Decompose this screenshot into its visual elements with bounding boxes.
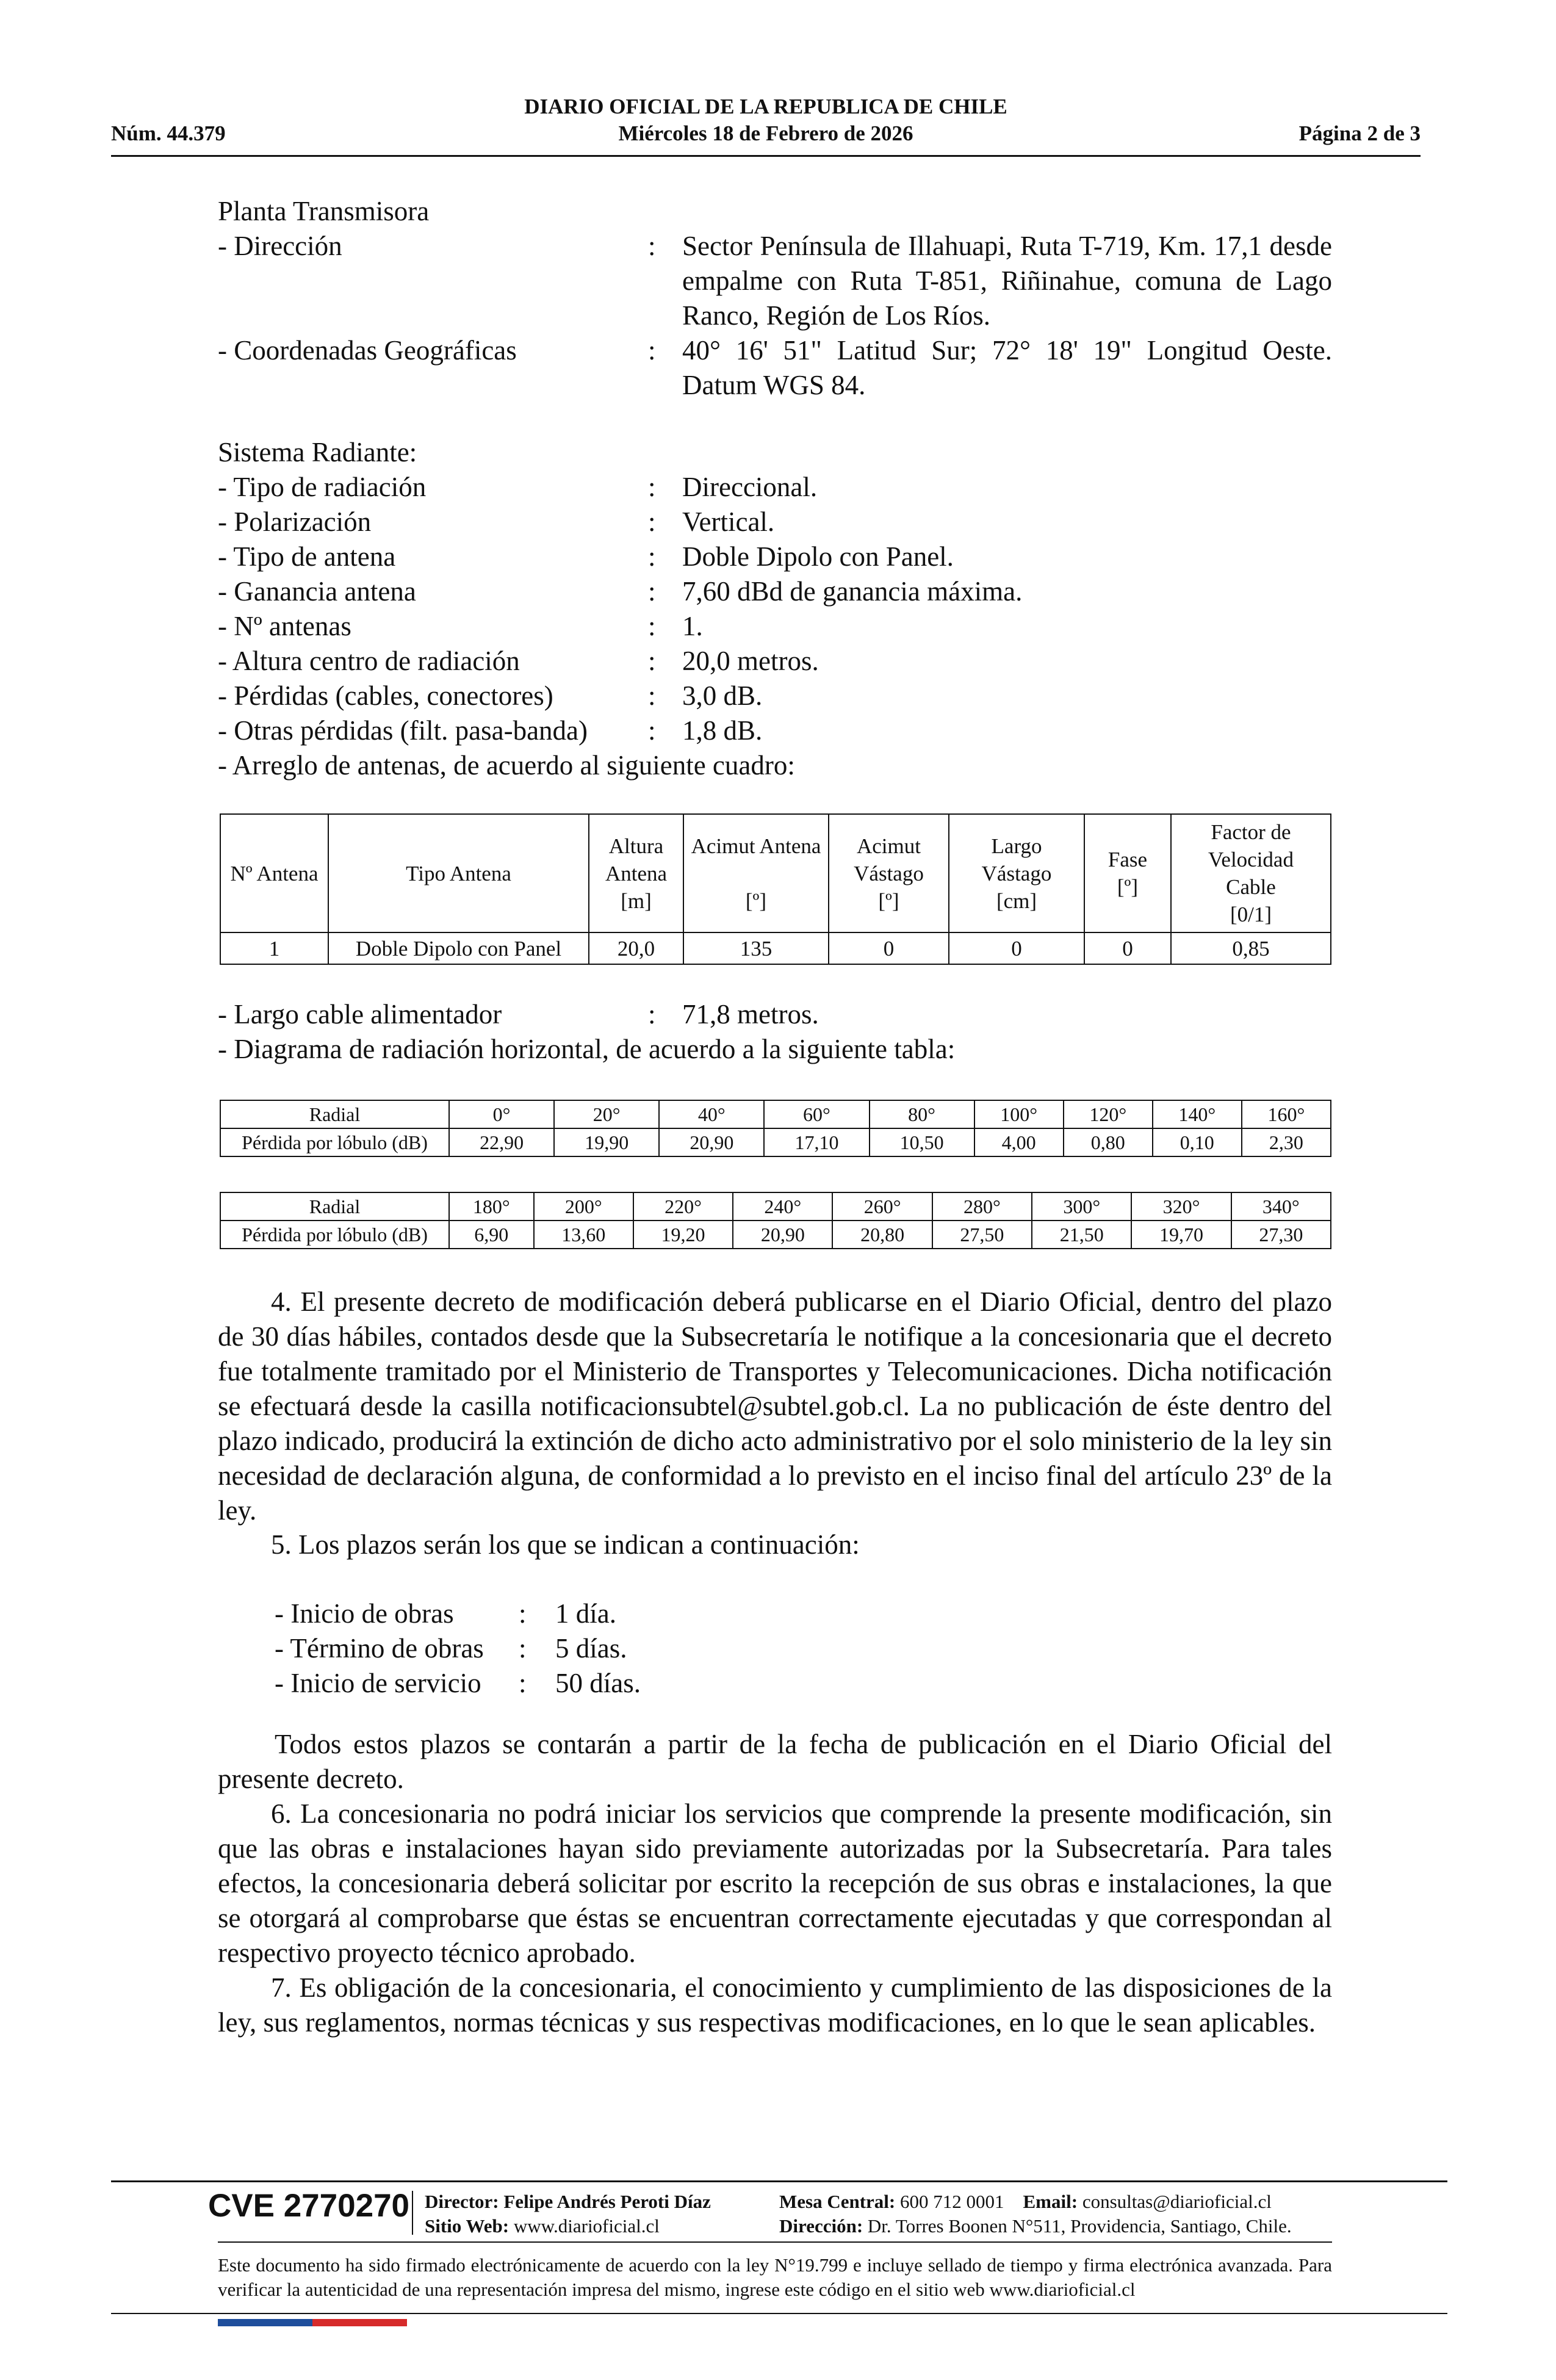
table-cell: Doble Dipolo con Panel	[328, 932, 589, 964]
footer-thin-divider	[218, 2241, 1332, 2243]
table-cell: 20,80	[832, 1221, 932, 1249]
sistema-label: - Polarización	[218, 507, 372, 537]
email-link[interactable]: consultas@diarioficial.cl	[1082, 2191, 1272, 2212]
table-cell: 27,30	[1231, 1221, 1331, 1249]
publication-date: Miércoles 18 de Febrero de 2026	[618, 121, 913, 145]
header-cell: Acimut Antena [º]	[683, 814, 829, 932]
table-cell: 240°	[733, 1192, 832, 1221]
planta-value: 40° 16' 51" Latitud Sur; 72° 18' 19" Longitud Oeste. Datum WGS 84.	[682, 335, 1332, 400]
table-cell: 260°	[832, 1192, 932, 1221]
paragraph-6: 6. La concesionaria no podrá iniciar los servicios que comprende la presente modificación, sin que las obras e instalaciones hayan sido previamente autorizadas por la Subsecretaría. Para tales efectos, la concesionaria deberá solicitar por escrito la recepción de sus obras e instalaciones, la que se otorgará al comprobarse que éstas se encuentran correctamente ejecutadas y que correspondan al respectivo proyecto técnico aprobado.	[218, 1798, 1332, 1968]
website-line: Sitio Web: www.diarioficial.cl	[425, 2215, 660, 2237]
table-cell: 19,70	[1131, 1221, 1231, 1249]
plazo-value: 1 día.	[555, 1598, 616, 1629]
row-label: Radial	[220, 1100, 449, 1128]
header-cell: Nº Antena	[220, 814, 328, 932]
table-cell: 320°	[1131, 1192, 1231, 1221]
flag-stripe	[218, 2319, 407, 2326]
paragraph-4: 4. El presente decreto de modificación deberá publicarse en el Diario Oficial, dentro del plazo de 30 días hábiles, contados desde que la Subsecretaría le notifique a la concesionaria que el decreto fue totalmente tramitado por el Ministerio de Transportes y Telecomunicaciones. Dicha notificación se efectuará desde la casilla notificacionsubtel@subtel.gob.cl. La no publicación de éste dentro del plazo indicado, producirá la extinción de dicho acto administrativo por el solo ministerio de la ley sin necesidad de declaración alguna, de conformidad a lo previsto en el inciso final del artículo 23º de la ley.	[218, 1286, 1332, 1526]
header-cell: Altura Antena [m]	[589, 814, 683, 932]
table-row	[220, 1100, 1331, 1128]
sistema-label: - Pérdidas (cables, conectores)	[218, 680, 553, 711]
header-cell: Fase [º]	[1084, 814, 1171, 932]
sistema-label: - Tipo de radiación	[218, 472, 427, 502]
row-label: Pérdida por lóbulo (dB)	[220, 1128, 449, 1156]
colon: :	[648, 472, 656, 502]
director-line: Director: Felipe Andrés Peroti Díaz	[425, 2191, 711, 2212]
table-header-row	[220, 814, 1331, 932]
sistema-label: - Nº antenas	[218, 611, 351, 641]
issue-number: Núm. 44.379	[111, 121, 226, 145]
arreglo-text: - Arreglo de antenas, de acuerdo al siguiente cuadro:	[218, 750, 795, 781]
footer-bottom-divider	[111, 2313, 1447, 2314]
table-row	[220, 932, 1331, 964]
sistema-label: - Tipo de antena	[218, 541, 396, 572]
diagrama-text: - Diagrama de radiación horizontal, de acuerdo a la siguiente tabla:	[218, 1034, 956, 1064]
table-cell: 13,60	[534, 1221, 633, 1249]
planta-label: - Coordenadas Geográficas	[218, 335, 517, 366]
website-link[interactable]: www.diarioficial.cl	[513, 2215, 660, 2237]
table-cell: 19,90	[554, 1128, 659, 1156]
planta-value: Sector Península de Illahuapi, Ruta T-719, Km. 17,1 desde empalme con Ruta T-851, Riñinahue, comuna de Lago Ranco, Región de Los Ríos.	[682, 231, 1332, 331]
header-cell: Acimut Vástago [º]	[829, 814, 949, 932]
cable-value: 71,8 metros.	[682, 999, 819, 1030]
sistema-label: - Altura centro de radiación	[218, 646, 520, 676]
signature-disclaimer: Este documento ha sido firmado electrónicamente de acuerdo con la ley N°19.799 e incluye sellado de tiempo y firma electrónica avanzada. Para verificar la autenticidad de una representación impresa del mismo, ingrese este código en el sitio web www.diarioficial.cl	[218, 2254, 1332, 2300]
table-cell: 0,10	[1153, 1128, 1242, 1156]
table-cell: 140°	[1153, 1100, 1242, 1128]
table-cell: 20,90	[733, 1221, 832, 1249]
sistema-value: Vertical.	[682, 507, 775, 537]
table-cell: 10,50	[870, 1128, 974, 1156]
sistema-value: Doble Dipolo con Panel.	[682, 541, 954, 572]
table-cell: 19,20	[633, 1221, 733, 1249]
footer-divider	[111, 2180, 1447, 2182]
colon: :	[648, 231, 656, 261]
colon: :	[648, 335, 656, 366]
row-label: Pérdida por lóbulo (dB)	[220, 1221, 449, 1249]
table-cell: 180°	[449, 1192, 534, 1221]
table-cell: 0	[829, 932, 949, 964]
colon: :	[648, 507, 656, 537]
table-cell: 27,50	[932, 1221, 1032, 1249]
sistema-heading: Sistema Radiante:	[218, 437, 417, 467]
table-cell: 160°	[1242, 1100, 1331, 1128]
colon: :	[648, 715, 656, 746]
row-label: Radial	[220, 1192, 449, 1221]
sistema-value: 7,60 dBd de ganancia máxima.	[682, 576, 1023, 607]
sistema-value: 3,0 dB.	[682, 680, 763, 711]
plazo-value: 5 días.	[555, 1633, 627, 1664]
colon: :	[648, 646, 656, 676]
table-cell: 0,80	[1064, 1128, 1153, 1156]
table-cell: 280°	[932, 1192, 1032, 1221]
table-cell: 22,90	[449, 1128, 554, 1156]
colon: :	[519, 1633, 527, 1664]
antenna-table	[220, 813, 1331, 965]
table-cell: 20,90	[659, 1128, 764, 1156]
table-cell: 20,0	[589, 932, 683, 964]
sistema-label: - Otras pérdidas (filt. pasa-banda)	[218, 715, 588, 746]
table-row	[220, 1192, 1331, 1221]
table-cell: 17,10	[764, 1128, 869, 1156]
colon: :	[519, 1668, 527, 1698]
planta-label: - Dirección	[218, 231, 342, 261]
colon: :	[648, 541, 656, 572]
cve-code: CVE 2770270	[208, 2188, 410, 2224]
sistema-value: 1,8 dB.	[682, 715, 763, 746]
colon: :	[648, 999, 656, 1030]
page-indicator: Página 2 de 3	[1298, 121, 1421, 145]
table-cell: 40°	[659, 1100, 764, 1128]
table-cell: 4,00	[974, 1128, 1064, 1156]
table-cell: 6,90	[449, 1221, 534, 1249]
table-cell: 300°	[1032, 1192, 1131, 1221]
colon: :	[648, 611, 656, 641]
table-cell: 2,30	[1242, 1128, 1331, 1156]
header-cell: Largo Vástago [cm]	[949, 814, 1084, 932]
table-cell: 100°	[974, 1100, 1064, 1128]
address-line: Dirección: Dr. Torres Boonen N°511, Providencia, Santiago, Chile.	[779, 2215, 1292, 2237]
radiation-table	[220, 1192, 1331, 1249]
table-cell: 20°	[554, 1100, 659, 1128]
plazo-label: - Inicio de obras	[275, 1598, 454, 1629]
table-cell: 0°	[449, 1100, 554, 1128]
publication-title: DIARIO OFICIAL DE LA REPUBLICA DE CHILE	[524, 95, 1007, 118]
paragraph-5: 5. Los plazos serán los que se indican a continuación:	[271, 1529, 860, 1560]
plazo-label: - Término de obras	[275, 1633, 484, 1664]
table-cell: 135	[683, 932, 829, 964]
table-cell: 60°	[764, 1100, 869, 1128]
table-cell: 0,85	[1171, 932, 1331, 964]
paragraph-todos: Todos estos plazos se contarán a partir de la fecha de publicación en el Diario Oficial del presente decreto.	[218, 1729, 1332, 1794]
table-cell: 120°	[1064, 1100, 1153, 1128]
colon: :	[519, 1598, 527, 1629]
plazo-value: 50 días.	[555, 1668, 641, 1698]
footer-separator	[412, 2191, 413, 2235]
flag-blue-segment	[218, 2319, 312, 2326]
table-row	[220, 1221, 1331, 1249]
radiation-table	[220, 1100, 1331, 1157]
cable-label: - Largo cable alimentador	[218, 999, 502, 1030]
flag-red-segment	[312, 2319, 407, 2326]
table-cell: 340°	[1231, 1192, 1331, 1221]
table-cell: 0	[1084, 932, 1171, 964]
colon: :	[648, 680, 656, 711]
header-cell: Factor de Velocidad Cable [0/1]	[1171, 814, 1331, 932]
sistema-value: 20,0 metros.	[682, 646, 819, 676]
table-cell: 220°	[633, 1192, 733, 1221]
header-cell: Tipo Antena	[328, 814, 589, 932]
sistema-label: - Ganancia antena	[218, 576, 416, 607]
colon: :	[648, 576, 656, 607]
table-cell: 0	[949, 932, 1084, 964]
table-cell: 1	[220, 932, 328, 964]
table-cell: 21,50	[1032, 1221, 1131, 1249]
table-cell: 80°	[870, 1100, 974, 1128]
header-divider	[111, 155, 1421, 157]
planta-heading: Planta Transmisora	[218, 196, 430, 226]
paragraph-7: 7. Es obligación de la concesionaria, el conocimiento y cumplimiento de las disposiciones de la ley, sus reglamentos, normas técnicas y sus respectivas modificaciones, en lo que le sean aplicables.	[218, 1972, 1332, 2038]
plazo-label: - Inicio de servicio	[275, 1668, 481, 1698]
table-row	[220, 1128, 1331, 1156]
contact-line: Mesa Central: 600 712 0001 Email: consultas@diarioficial.cl	[779, 2191, 1272, 2212]
table-cell: 200°	[534, 1192, 633, 1221]
sistema-value: Direccional.	[682, 472, 818, 502]
sistema-value: 1.	[682, 611, 703, 641]
